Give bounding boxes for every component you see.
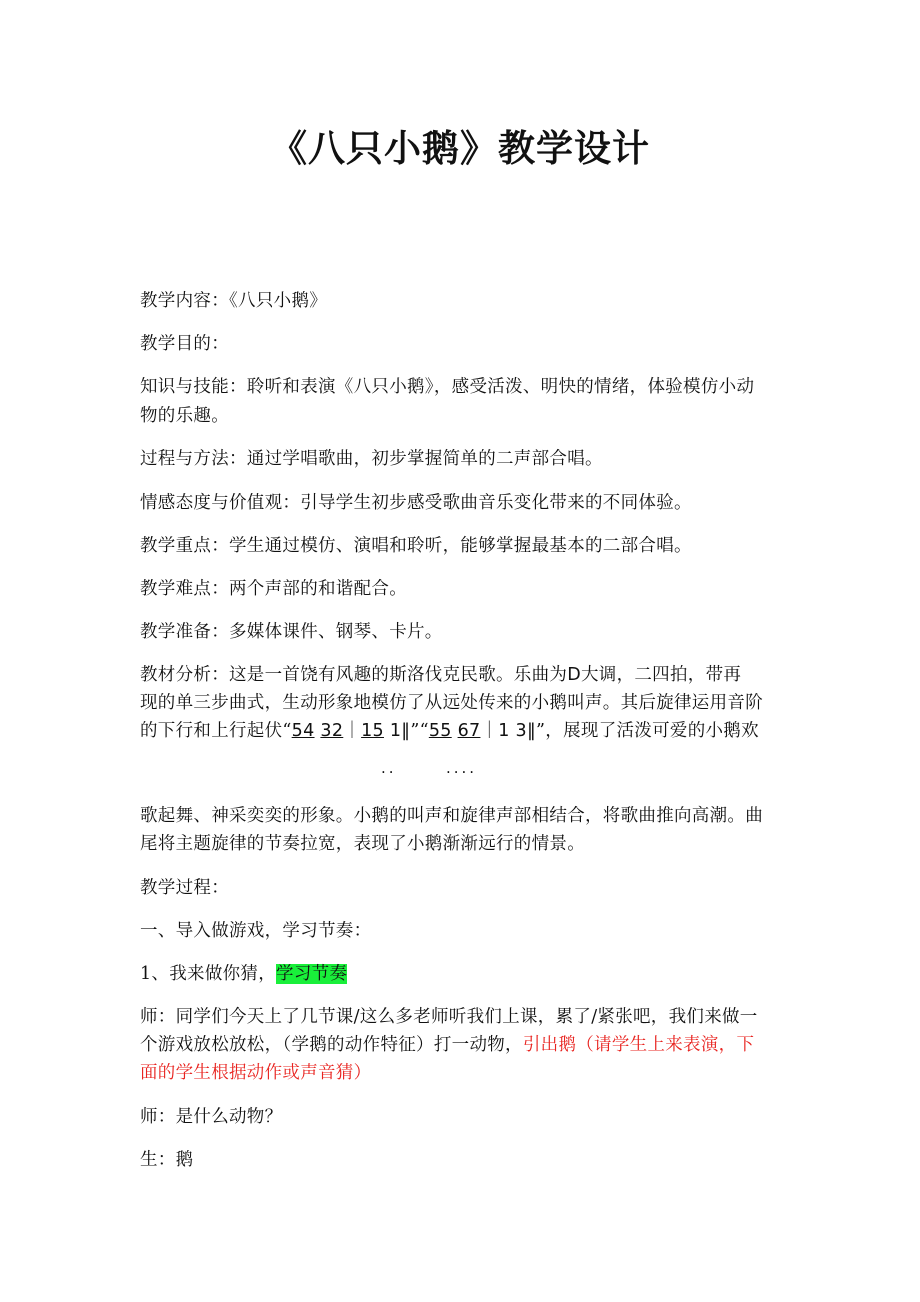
- teacher-line3: 面的学生根据动作或声音猜）: [140, 1063, 372, 1083]
- analysis-key: D: [567, 665, 581, 685]
- analysis-text: 的下行和上行起伏“: [140, 721, 292, 741]
- notation-dots-high: ....: [446, 759, 478, 777]
- knowledge-skill-line2: 物的乐趣。: [140, 406, 229, 426]
- teaching-content: [140, 288, 790, 314]
- difficulty: 教学难点：两个声部的和谐配合。: [140, 579, 407, 599]
- item-one-text: 1、我来做你猜，: [140, 964, 277, 984]
- teacher-line1: 师：同学们今天上了几节课/这么多老师听我们上课，累了/紧张吧，我们来做一: [140, 1007, 758, 1027]
- preparation: 教学准备：多媒体课件、钢琴、卡片。: [140, 622, 443, 642]
- notation-15: 15: [361, 721, 384, 741]
- teacher-note-red: 引出鹅（请学生上来表演，下: [522, 1035, 755, 1055]
- analysis-text: ”，展现了活泼可爱的小鹅欢: [536, 721, 759, 741]
- teacher-text: 个游戏放松放松，（学鹅的动作特征）打一动物，: [140, 1035, 523, 1055]
- notation-32: 32: [320, 721, 344, 741]
- notation-55: 55: [428, 721, 452, 741]
- analysis-line4: 歌起舞、神采奕奕的形象。小鹅的叫声和旋律声部相结合，将歌曲推向高潮。曲: [140, 806, 763, 826]
- emotion-attitude: 情感态度与价值观：引导学生初步感受歌曲音乐变化带来的不同体验。: [140, 493, 692, 513]
- item-one: [140, 961, 790, 987]
- analysis-line2: 现的单三步曲式，生动形象地模仿了从远处传来的小鹅叫声。其后旋律运用音阶: [140, 693, 763, 713]
- teacher-question: 师：是什么动物？: [140, 1107, 283, 1127]
- knowledge-skill-line1: 知识与技能：聆听和表演《八只小鹅》，感受活泼、明快的情绪，体验模仿小动: [140, 377, 755, 397]
- process-method: 过程与方法：通过学唱歌曲，初步掌握简单的二声部合唱。: [140, 449, 603, 469]
- student-answer: 生：鹅: [140, 1150, 194, 1170]
- notation-67: 67: [457, 721, 481, 741]
- analysis-quote: ”“: [410, 721, 429, 741]
- notation-dots-low: ..: [381, 759, 397, 777]
- analysis-text: 大调，二四拍，带再: [580, 665, 742, 685]
- document-title: 《八只小鹅》教学设计: [270, 127, 650, 170]
- teacher-line2: [140, 1032, 790, 1058]
- teaching-process-label: 教学过程：: [140, 878, 229, 898]
- teaching-objective-label: 教学目的：: [140, 334, 229, 354]
- key-point: 教学重点：学生通过模仿、演唱和聆听，能够掌握最基本的二部合唱。: [140, 536, 692, 556]
- notation-13-end: ｜1 3‖: [480, 721, 537, 741]
- analysis-line3: [140, 718, 790, 744]
- section-one-heading: 一、导入做游戏，学习节奏：: [140, 921, 372, 941]
- notation-bar: ｜: [343, 721, 362, 741]
- item-one-highlight: 学习节奏: [276, 964, 348, 984]
- notation-1-end: 1‖: [389, 721, 411, 741]
- teaching-content-value: 《八只小鹅》: [229, 291, 328, 311]
- teaching-content-label: 教学内容：: [140, 291, 229, 311]
- notation-54: 54: [291, 721, 315, 741]
- analysis-text: 教材分析：这是一首饶有风趣的斯洛伐克民歌。乐曲为: [140, 665, 568, 685]
- analysis-line5: 尾将主题旋律的节奏拉宽，表现了小鹅渐渐远行的情景。: [140, 834, 585, 854]
- analysis-line1: [140, 662, 790, 688]
